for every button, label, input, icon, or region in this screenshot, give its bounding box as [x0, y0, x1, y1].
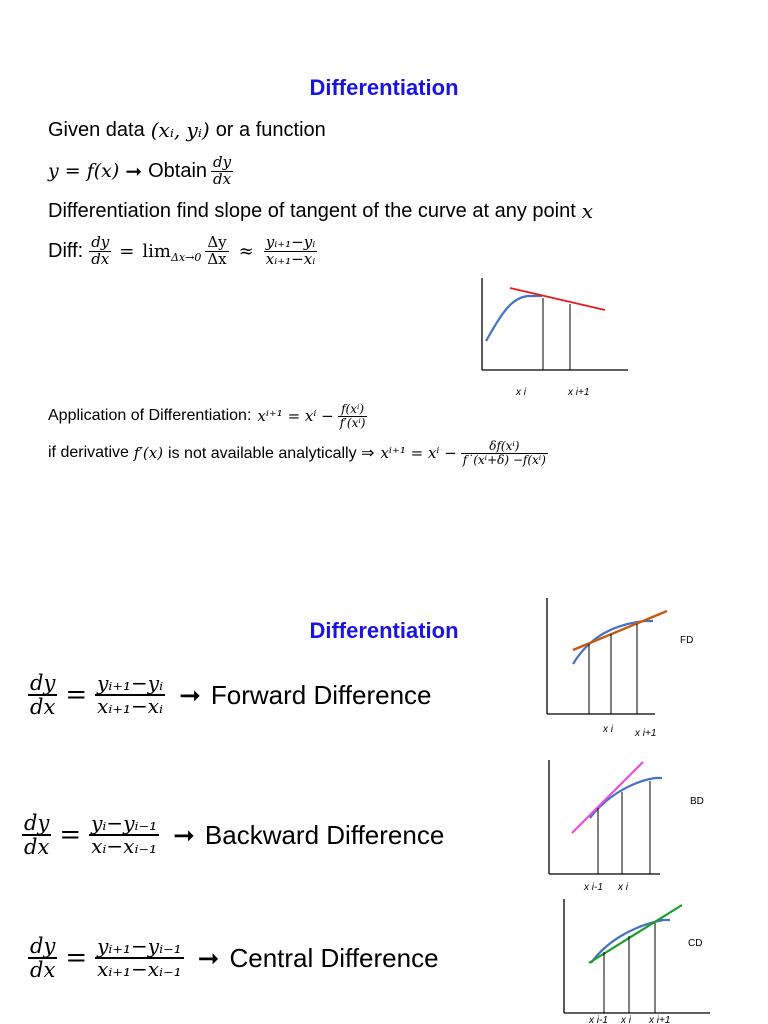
cd-den: xᵢ₊₁−xᵢ₋₁ — [97, 957, 182, 981]
dy: dy — [213, 152, 232, 171]
newton-lhs: xⁱ⁺¹ = xⁱ − — [257, 407, 334, 425]
secant-num: δf(xⁱ) — [489, 438, 520, 453]
function-eq: y = f(x) — [48, 160, 120, 182]
forward-graph — [535, 596, 710, 741]
slide2-title: Differentiation — [309, 618, 459, 643]
forward-difference-label: Forward Difference — [210, 679, 432, 710]
given-data-text: Given data — [48, 118, 145, 141]
curve — [486, 296, 542, 341]
bd-graph-label: BD — [690, 796, 704, 807]
secant-fraction — [461, 440, 548, 466]
bd-dy-dx — [22, 812, 51, 858]
newton-fraction — [338, 403, 368, 429]
arrow-icon: ➞ — [173, 819, 195, 850]
backward-graph — [540, 756, 715, 896]
curve — [590, 778, 662, 818]
delta-fraction — [205, 232, 228, 268]
tick-label-xi-1: x i-1 — [589, 1015, 608, 1024]
slide1-title: Differentiation — [309, 75, 459, 100]
bd-num: yᵢ−yᵢ₋₁ — [91, 811, 158, 835]
secant-den: f˙(xⁱ+δ) −f(xⁱ) — [462, 452, 546, 467]
data-pair: (xᵢ, yᵢ) — [150, 118, 210, 142]
lim: lim — [142, 240, 171, 262]
diff-label: Diff: — [48, 239, 84, 262]
central-difference-label: Central Difference — [229, 942, 439, 973]
application-text: Application of Differentiation: — [48, 407, 252, 424]
cd-num: yᵢ₊₁−yᵢ₋₁ — [97, 934, 182, 958]
bd-den: xᵢ−xᵢ₋₁ — [91, 834, 158, 858]
slope-text: Differentiation find slope of tangent of the curve at any point — [48, 199, 576, 222]
dy-dx-fraction — [211, 152, 233, 188]
newton-num: f(xⁱ) — [341, 401, 365, 416]
diff-definition — [48, 228, 317, 274]
central-difference-row — [28, 928, 439, 988]
fd-den: xᵢ₊₁−xᵢ — [97, 694, 164, 718]
central-graph — [555, 896, 730, 1024]
cd-fraction — [95, 936, 184, 980]
tangent-line — [510, 288, 605, 310]
forward-difference-row — [28, 665, 432, 725]
fd-graph-label: FD — [680, 635, 694, 646]
dx: dx — [30, 695, 56, 719]
given-data-line — [48, 117, 326, 143]
tick-label-xi1: x i+1 — [649, 1015, 671, 1024]
cd-dy-dx — [28, 935, 57, 981]
dy: dy — [30, 670, 56, 695]
not-available-text: is not available analytically ⇒ — [168, 445, 375, 462]
backward-difference-row — [22, 805, 444, 865]
fd-fraction — [95, 673, 165, 717]
derivative-symbol: f′(x) — [133, 444, 164, 462]
tangent-line — [572, 762, 643, 833]
lim-subscript: Δx→0 — [170, 250, 202, 264]
dy: dy — [24, 810, 50, 835]
dx: dx — [213, 169, 232, 188]
equals: = — [65, 943, 88, 973]
dx: dx — [24, 835, 50, 859]
tick-label-xi1: x i+1 — [635, 728, 657, 739]
equals: = — [119, 240, 135, 262]
obtain-text: Obtain — [148, 159, 208, 182]
xi1-label: x i+1 — [568, 387, 590, 398]
equals: = — [65, 680, 88, 710]
equals: = — [59, 820, 82, 850]
cd-graph-label: CD — [688, 938, 703, 949]
tangent-graph — [470, 268, 630, 402]
approx: ≈ — [238, 240, 254, 262]
fd-num: yᵢ₊₁−yᵢ — [97, 671, 164, 695]
secant-lhs: xⁱ⁺¹ = xⁱ − — [380, 444, 457, 462]
dx: dx — [30, 958, 56, 982]
tick-label-xi-1: x i-1 — [584, 882, 603, 893]
arrow-icon: ➞ — [179, 679, 201, 710]
finite-num: yᵢ₊₁−yᵢ — [265, 232, 316, 251]
arrow-icon: ➞ — [197, 942, 220, 973]
tangent-line — [573, 611, 667, 650]
delta-y: Δy — [207, 232, 227, 251]
tick-label-xi: x i — [618, 882, 628, 893]
finite-fraction — [264, 232, 317, 268]
or-function-text: or a function — [215, 118, 326, 141]
delta-x: Δx — [207, 249, 227, 268]
tick-label-xi: x i — [603, 724, 613, 735]
arrow-icon: ➞ — [125, 160, 143, 183]
fd-dy-dx — [28, 672, 57, 718]
bd-fraction — [89, 813, 159, 857]
curve — [573, 621, 653, 664]
diff-dy-dx — [89, 232, 111, 268]
dx: dx — [91, 249, 110, 268]
application-line — [48, 395, 367, 437]
backward-difference-label: Backward Difference — [204, 819, 445, 850]
slope-line — [48, 198, 593, 224]
secant-line — [48, 432, 548, 474]
xi-label: x i — [516, 387, 526, 398]
tangent-line — [589, 905, 682, 963]
dy: dy — [91, 232, 110, 251]
dy: dy — [30, 933, 56, 958]
function-line — [48, 150, 233, 192]
curve — [591, 920, 670, 963]
point-var: x — [581, 199, 594, 223]
tick-label-xi: x i — [621, 1015, 631, 1024]
finite-den: xᵢ₊₁−xᵢ — [265, 249, 316, 268]
if-derivative-text: if derivative — [48, 444, 129, 461]
newton-den: f′(xⁱ) — [339, 415, 366, 430]
